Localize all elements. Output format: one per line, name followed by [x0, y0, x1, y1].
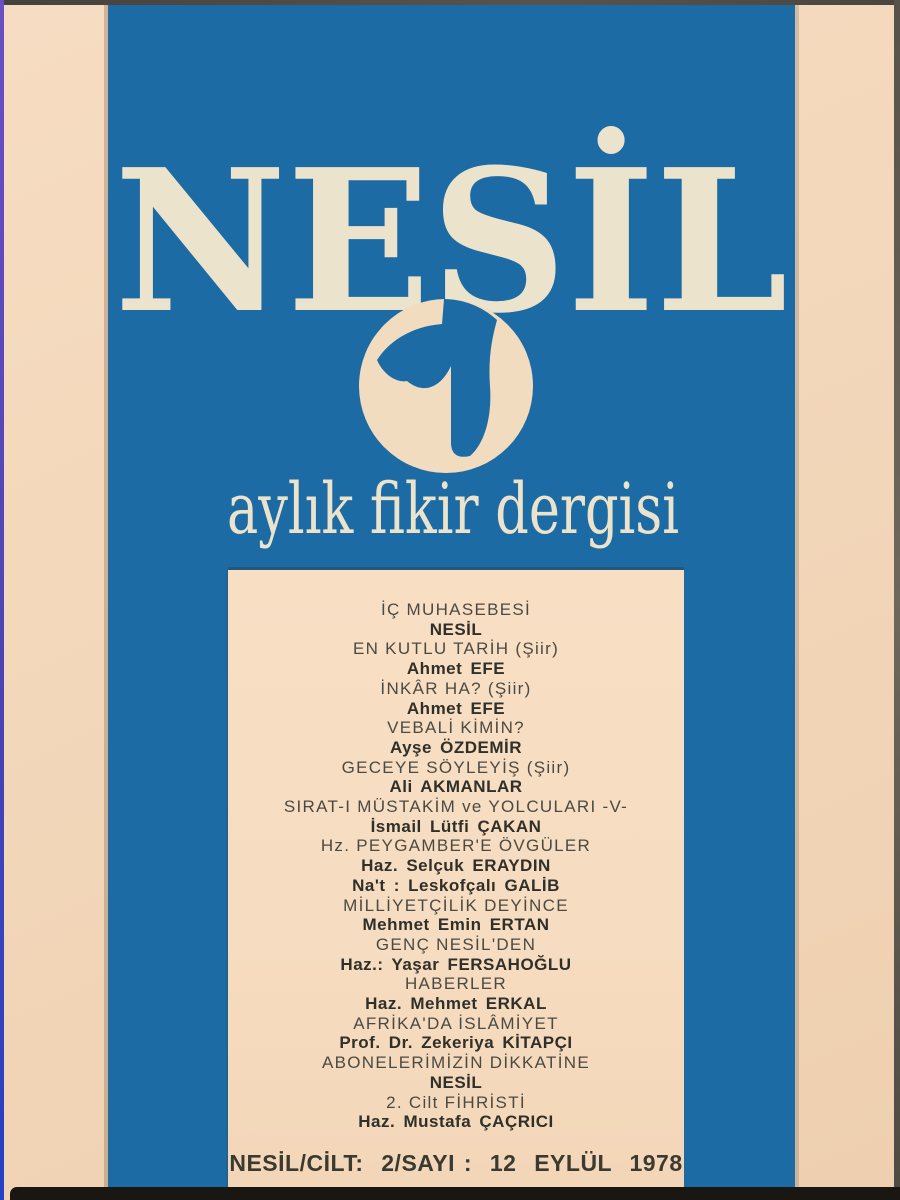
toc-author-line: Mehmet Emin ERTAN — [362, 915, 550, 935]
toc-author-line: Haz.: Yaşar FERSAHOĞLU — [340, 954, 572, 974]
toc-author-line: Haz. Mustafa ÇAÇRICI — [358, 1112, 554, 1132]
toc-author-line: Ahmet EFE — [406, 659, 506, 679]
toc-title-line: GECEYE SÖYLEYİŞ (Şiir) — [341, 757, 571, 777]
issue-info-line: NESİL/CİLT: 2/SAYI : 12 EYLÜL 1978 — [229, 1150, 683, 1176]
scan-edge-right — [894, 0, 900, 1200]
toc-title-line: Hz. PEYGAMBER'E ÖVGÜLER — [320, 836, 592, 856]
toc-title-line: GENÇ NESİL'DEN — [375, 934, 537, 954]
toc-author-line: Haz. Selçuk ERAYDIN — [361, 856, 551, 876]
table-of-contents-box — [228, 570, 684, 1187]
tagline-text: aylık fikir dergisi — [227, 468, 679, 550]
toc-author-line: Ali AKMANLAR — [389, 777, 523, 797]
toc-title-line: EN KUTLU TARİH (Şiir) — [352, 639, 560, 659]
scan-edge-bottom-bar — [10, 1187, 900, 1200]
toc-title-line: AFRİKA'DA İSLÂMİYET — [353, 1013, 559, 1033]
toc-title-line: HABERLER — [404, 974, 508, 994]
toc-author-line: Prof. Dr. Zekeriya KİTAPÇI — [339, 1033, 573, 1053]
toc-author-line: NESİL — [429, 619, 483, 639]
toc-title-line: 2. Cilt FİHRİSTİ — [386, 1092, 526, 1112]
scan-edge-left — [0, 0, 4, 1200]
toc-author-line: Ahmet EFE — [406, 698, 506, 718]
nesil-wave-logo-icon — [346, 286, 546, 486]
masthead-title: NESİL — [114, 127, 814, 357]
tagline — [108, 460, 795, 560]
toc-author-line: Ayşe ÖZDEMİR — [389, 737, 523, 757]
toc-title-line: ABONELERİMİZİN DİKKATİNE — [322, 1053, 590, 1073]
cover-blue-panel — [108, 5, 814, 1187]
toc-author-line: İsmail Lütfi ÇAKAN — [370, 816, 542, 836]
toc-title-line: VEBALİ KİMİN? — [387, 718, 525, 738]
toc-author-line: Haz. Mehmet ERKAL — [365, 994, 547, 1014]
toc-author-line: NESİL — [429, 1072, 483, 1092]
toc-title-line: İNKÂR HA? (Şiir) — [380, 678, 532, 698]
toc-author-line: Na't : Leskofçalı GALİB — [352, 875, 560, 895]
toc-title-line: SIRAT-I MÜSTAKİM ve YOLCULARI -V- — [283, 797, 629, 817]
toc-title-line: MİLLİYETÇİLİK DEYİNCE — [343, 895, 569, 915]
toc-title-line: İÇ MUHASEBESİ — [380, 600, 532, 619]
toc-list — [228, 570, 684, 1132]
